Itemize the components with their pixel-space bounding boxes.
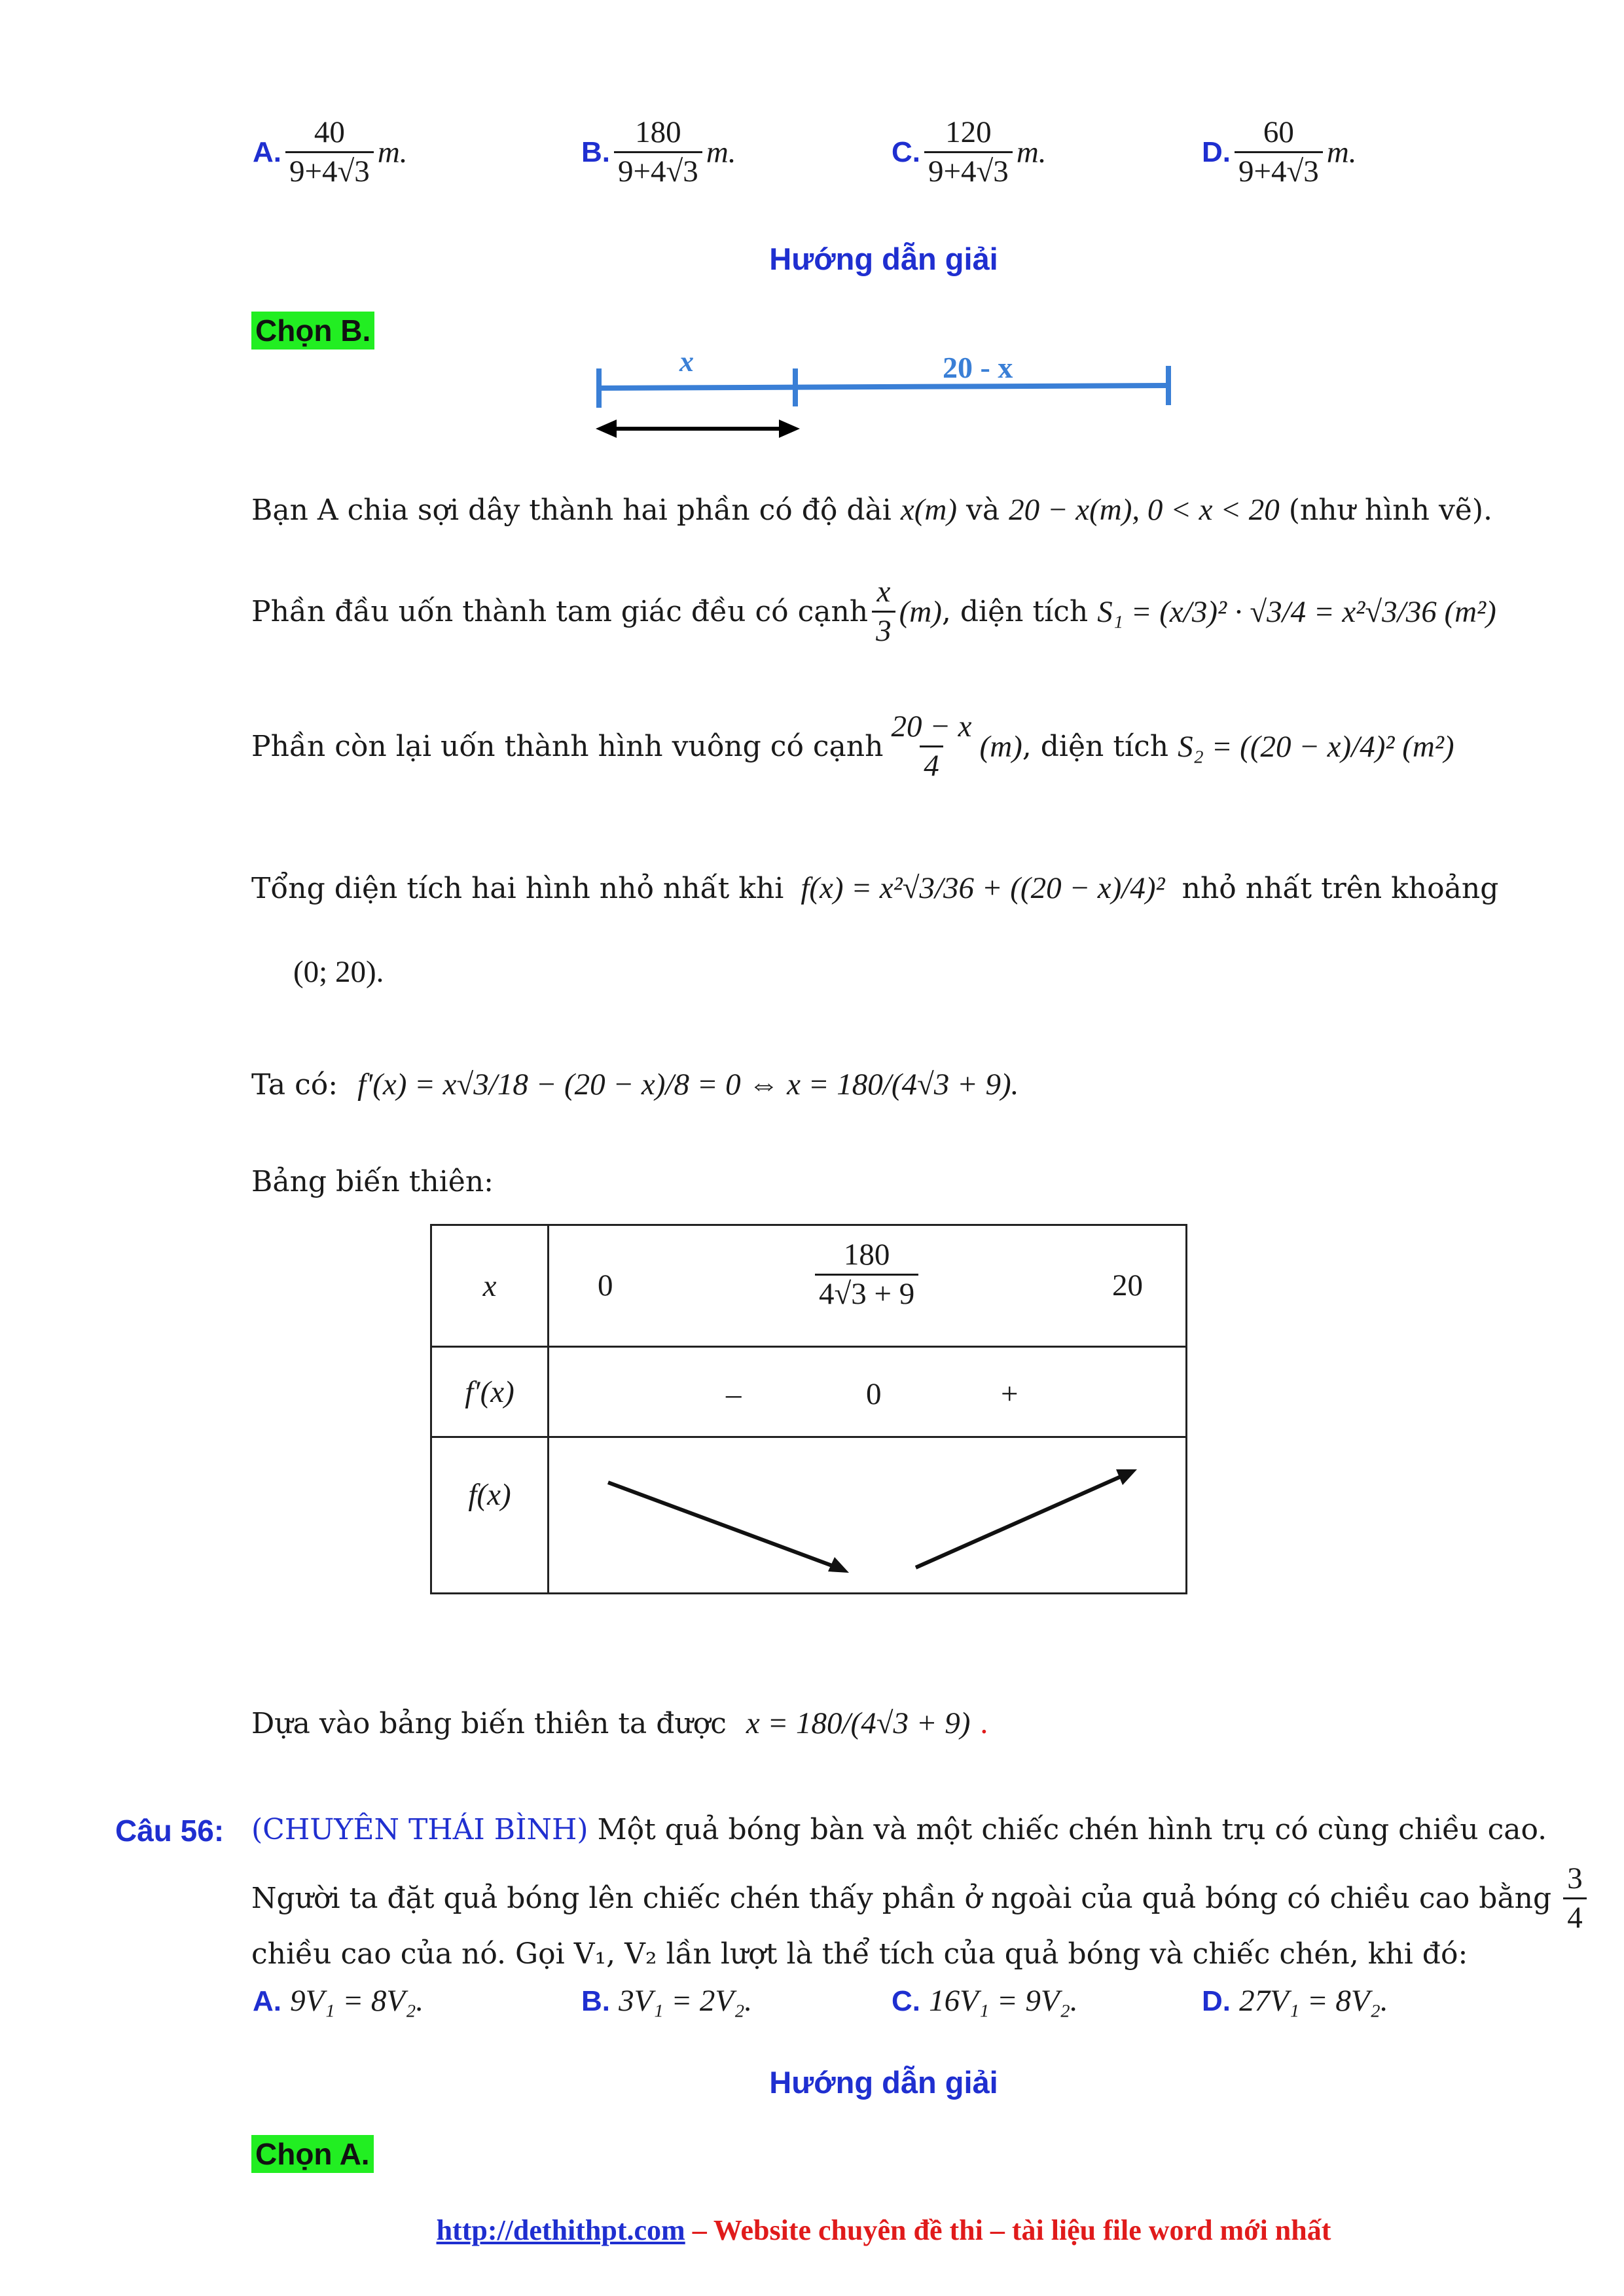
p2-side-fraction: $\frac{x}{3}$ <box>872 576 895 648</box>
option-d-label: D. <box>1202 135 1231 168</box>
paragraph-2: Phần đầu uốn thành tam giác đều có cạnh $\frac{x}{3}$ (m) , diện tích S₁ = (x/3)² · √3/4 = x²√3/36 (m²) <box>251 575 1496 649</box>
footer-text: – Website chuyên đề thi – tài liệu file word mới nhất <box>685 2214 1331 2246</box>
length-arrow-head-right <box>779 420 800 438</box>
question-number: Câu 56: <box>115 1814 225 1848</box>
p3-side-fraction: $\frac{20 - x}{4}$ <box>891 709 972 783</box>
x-critical: $\frac{180}{4√3 + 9}$ <box>815 1239 918 1311</box>
rope-label-x: x <box>679 350 694 378</box>
x-end: 20 <box>1112 1268 1143 1302</box>
total-area-function: f(x) = x²√3/36 + ((20 − x)/4)² <box>801 871 1165 905</box>
area-s1-formula: S₁ = (x/3)² · √3/4 = x²√3/36 (m²) <box>1097 594 1496 629</box>
row-x-label-cell: x <box>431 1225 549 1347</box>
question-line-3: chiều cao của nó. Gọi V₁, V₂ lần lượt là thể tích của quả bóng và chiếc chén, khi đó: <box>251 1937 1468 1971</box>
question-options <box>0 1983 1624 2029</box>
paragraph-4: Tổng diện tích hai hình nhỏ nhất khi f(x) = x²√3/36 + ((20 − x)/4)² nhỏ nhất trên khoảng <box>251 871 1499 905</box>
decreasing-arrow-head <box>828 1557 849 1573</box>
rope-label-rest: 20 - x <box>943 351 1013 384</box>
variation-table <box>430 1224 1187 1594</box>
table-caption: Bảng biến thiên: <box>251 1165 494 1198</box>
solution-heading-2: Hướng dẫn giải <box>769 2065 998 2100</box>
row-fprime-label-cell: f′(x) <box>431 1347 549 1437</box>
option-d[interactable]: D. $\frac{60}{9+4√3}$ m. <box>1202 115 1357 189</box>
option-c-label: C. <box>892 135 920 168</box>
option-c-fraction: $\frac{120}{9+4√3}$ <box>924 117 1013 188</box>
row-f-label-cell: f(x) <box>431 1437 549 1594</box>
q56-option-a[interactable]: A. 9V₁ = 8V₂. <box>253 1984 424 2018</box>
option-d-fraction: $\frac{60}{9+4√3}$ <box>1235 117 1323 188</box>
derivative-formula: f'(x) = x√3/18 − (20 − x)/8 = 0 ⇔ x = 180/(4√3 + 9). <box>357 1067 1019 1102</box>
length-arrow-head-left <box>596 420 617 438</box>
fprime-minus: – <box>726 1377 742 1411</box>
interval: (0; 20). <box>293 955 384 989</box>
question-line-2: Người ta đặt quả bóng lên chiếc chén thấy phần ở ngoài của quả bóng có chiều cao bằng $\frac{3}{4}$ <box>251 1863 1591 1935</box>
solution-heading-1: Hướng dẫn giải <box>769 242 998 276</box>
row-x-values-cell <box>549 1225 1187 1347</box>
paragraph-1: Bạn A chia sợi dây thành hai phần có độ dài x(m) và 20 − x(m), 0 < x < 20 (như hình vẽ). <box>251 493 1492 527</box>
option-c[interactable]: C. $\frac{120}{9+4√3}$ m. <box>892 115 1047 189</box>
conclusion-result: x = 180/(4√3 + 9) <box>746 1706 971 1740</box>
increasing-arrow <box>916 1475 1125 1568</box>
row-f-arrows-cell <box>549 1437 1187 1594</box>
q56-option-d[interactable]: D. 27V₁ = 8V₂. <box>1202 1984 1388 2018</box>
question-fraction: $\frac{3}{4}$ <box>1563 1863 1587 1935</box>
rope-line <box>599 386 1168 388</box>
page-footer <box>0 2214 1624 2247</box>
option-b-label: B. <box>581 135 610 168</box>
footer-link[interactable]: http://dethithpt.com <box>436 2214 685 2246</box>
paragraph-3: Phần còn lại uốn thành hình vuông có cạnh $\frac{20 - x}{4}$ (m) , diện tích S₂ = ((20 − x)/4)² (m²) <box>251 709 1454 783</box>
conclusion: Dựa vào bảng biến thiên ta được x = 180/(4√3 + 9) . <box>251 1706 989 1740</box>
answer-choice-1: Chọn B. <box>251 312 374 350</box>
rope-diagram <box>576 350 1191 448</box>
option-b-fraction: $\frac{180}{9+4√3}$ <box>614 117 702 188</box>
option-a-fraction: $\frac{40}{9+4√3}$ <box>285 117 374 188</box>
question-source: (CHUYÊN THÁI BÌNH) <box>251 1813 588 1846</box>
question-line-1: (CHUYÊN THÁI BÌNH) Một quả bóng bàn và một chiếc chén hình trụ có cùng chiều cao. <box>251 1813 1547 1846</box>
q56-option-b[interactable]: B. 3V₁ = 2V₂. <box>581 1984 753 2018</box>
variation-arrows <box>549 1438 1191 1595</box>
area-s2-formula: S₂ = ((20 − x)/4)² (m²) <box>1178 729 1454 764</box>
option-a-label: A. <box>253 135 281 168</box>
answer-choice-2: Chọn A. <box>251 2135 374 2173</box>
x-start: 0 <box>598 1268 613 1302</box>
option-b[interactable]: B. $\frac{180}{9+4√3}$ m. <box>581 115 736 189</box>
option-a[interactable]: A. $\frac{40}{9+4√3}$ m. <box>253 115 408 189</box>
fprime-plus: + <box>1001 1377 1019 1411</box>
decreasing-arrow <box>608 1482 837 1568</box>
row-fprime-values-cell <box>549 1347 1187 1437</box>
q56-option-c[interactable]: C. 16V₁ = 9V₂. <box>892 1984 1078 2018</box>
fprime-zero: 0 <box>866 1377 882 1411</box>
options-top-row <box>0 117 1624 208</box>
paragraph-5: Ta có: f'(x) = x√3/18 − (20 − x)/8 = 0 ⇔ x = 180/(4√3 + 9). <box>251 1067 1019 1102</box>
